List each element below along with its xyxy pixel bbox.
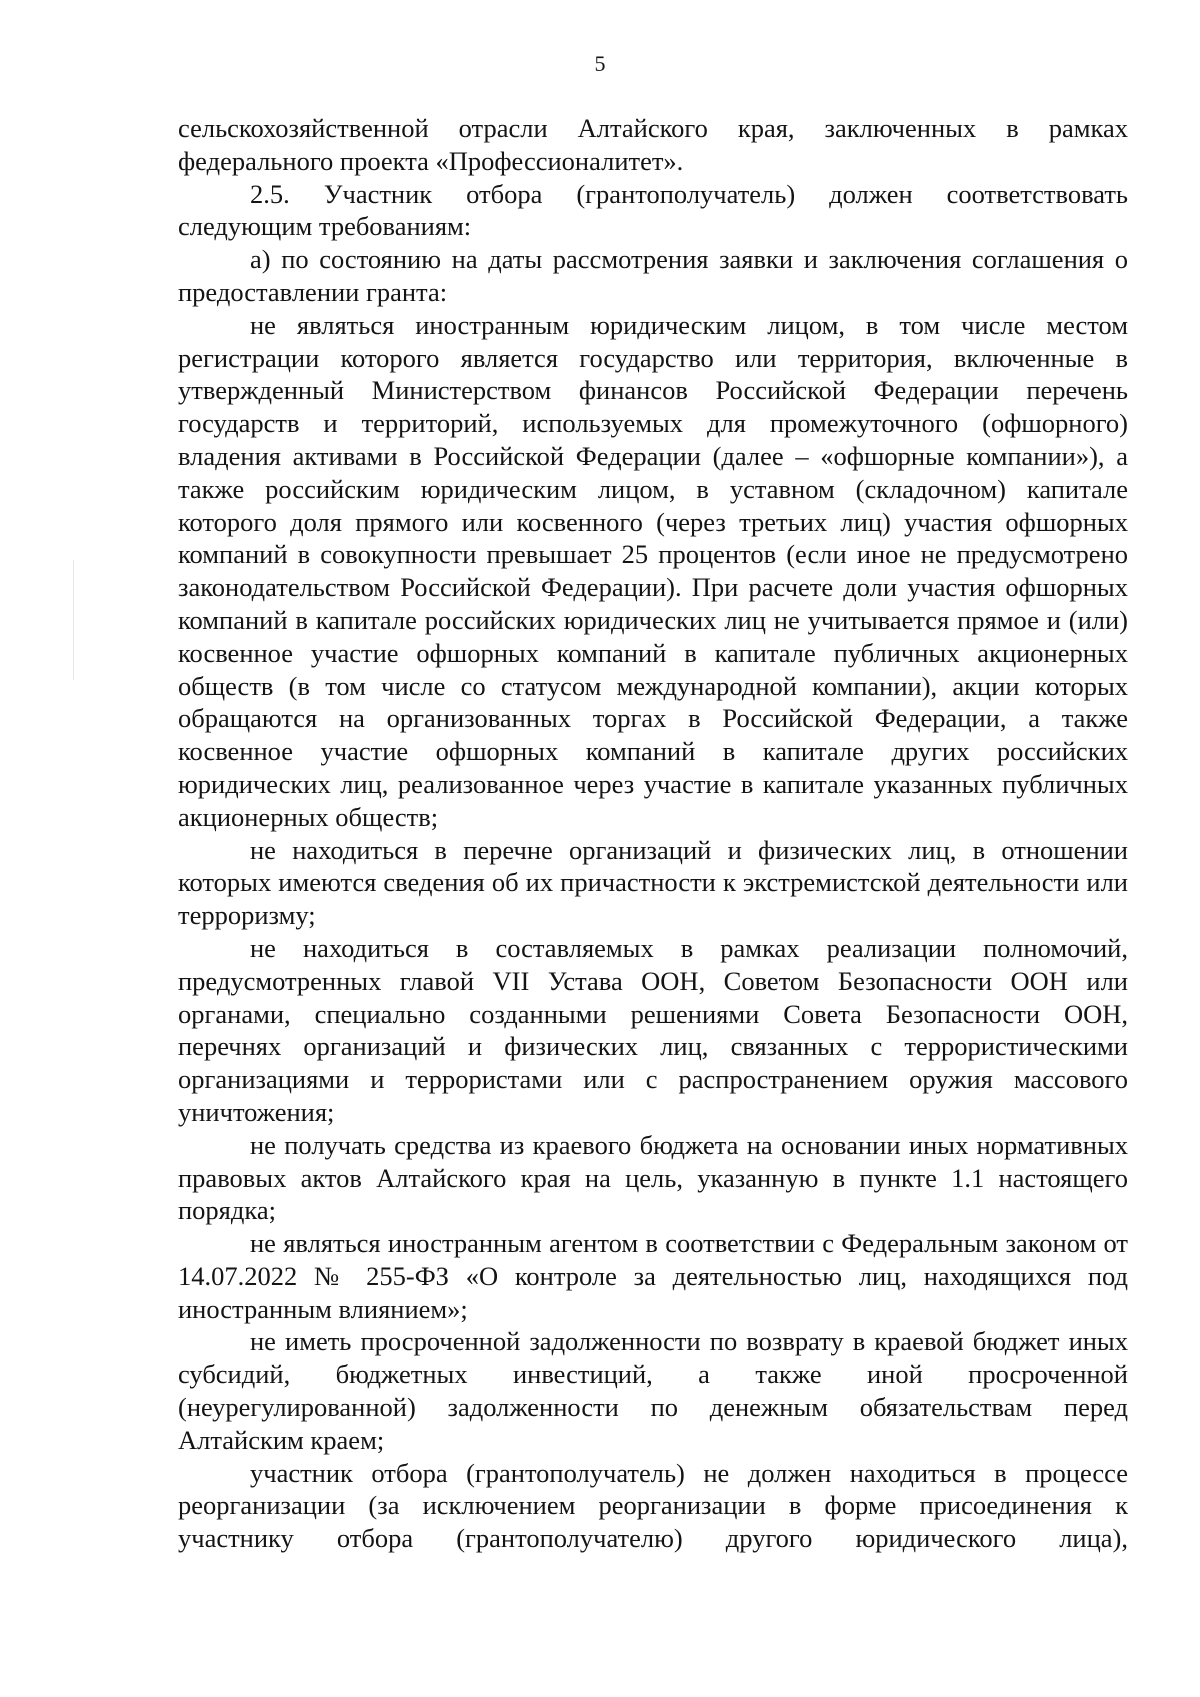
paragraph-reorganization-requirement: участник отбора (грантополучатель) не должен находиться в процессе реорганизации (за исключением реорганизации в форме присоединения к участнику отбора (грантополучателю) другого юридического лица), [178, 1457, 1128, 1554]
paragraph-continuation: сельскохозяйственной отрасли Алтайского края, заключенных в рамках федерального проекта «Профессионалитет». [178, 113, 1128, 176]
paragraph-foreign-agent-requirement: не являться иностранным агентом в соответствии с Федеральным законом от 14.07.2022 № 255-ФЗ «О контроле за деятельностью лиц, находящихся под иностранным влиянием»; [178, 1228, 1128, 1324]
document-body [178, 112, 1128, 1555]
paragraph-un-sanctions-requirement: не находиться в составляемых в рамках реализации полномочий, предусмотренных главой VII Устава ООН, Советом Безопасности ООН или органами, специально созданными решениями Совета Безопасности ООН, перечнях организаций и физических лиц, связанных с террористическими организациями и террористами или с распространением оружия массового уничтожения; [178, 932, 1128, 1127]
paragraph-debt-requirement: не иметь просроченной задолженности по возврату в краевой бюджет иных субсидий, бюджетных инвестиций, а также иной просроченной (неурегулированной) задолженности по денежным обязательствам перед Алтайским краем; [178, 1326, 1128, 1455]
paragraph-budget-funds-requirement: не получать средства из краевого бюджета на основании иных нормативных правовых актов Алтайского края на цель, указанную в пункте 1.1 настоящего порядка; [178, 1129, 1128, 1226]
paragraph-clause-2-5: 2.5. Участник отбора (грантополучатель) должен соответствовать следующим требованиям: [178, 178, 1128, 242]
paragraph-offshore-requirement: не являться иностранным юридическим лицом, в том числе местом регистрации которого является государство или территория, включенные в утвержденный Министерством финансов Российской Федерации перечень государств и территорий, используемых для промежуточного (офшорного) владения активами в Российской Федерации (далее – «офшорные компании»), а также российским юридическим лицом, в уставном (складочном) капитале которого доля прямого или косвенного (через третьих лиц) участия офшорных компаний в совокупности превышает 25 процентов (если иное не предусмотрено законодательством Российской Федерации). При расчете доли участия офшорных компаний в капитале российских юридических лиц не учитывается прямое и (или) косвенное участие офшорных компаний в капитале публичных акционерных обществ (в том числе со статусом международной компании), акции которых обращаются на организованных торгах в Российской Федерации, а также косвенное участие офшорных компаний в капитале других российских юридических лиц, реализованное через участие в капитале указанных публичных акционерных обществ; [178, 309, 1128, 832]
paragraph-extremism-requirement: не находиться в перечне организаций и физических лиц, в отношении которых имеются сведения об их причастности к экстремистской деятельности или терроризму; [178, 834, 1128, 931]
scan-margin-mark [73, 560, 74, 680]
paragraph-subclause-a: а) по состоянию на даты рассмотрения заявки и заключения соглашения о предоставлении гранта: [178, 244, 1128, 307]
page-number: 5 [594, 51, 606, 76]
